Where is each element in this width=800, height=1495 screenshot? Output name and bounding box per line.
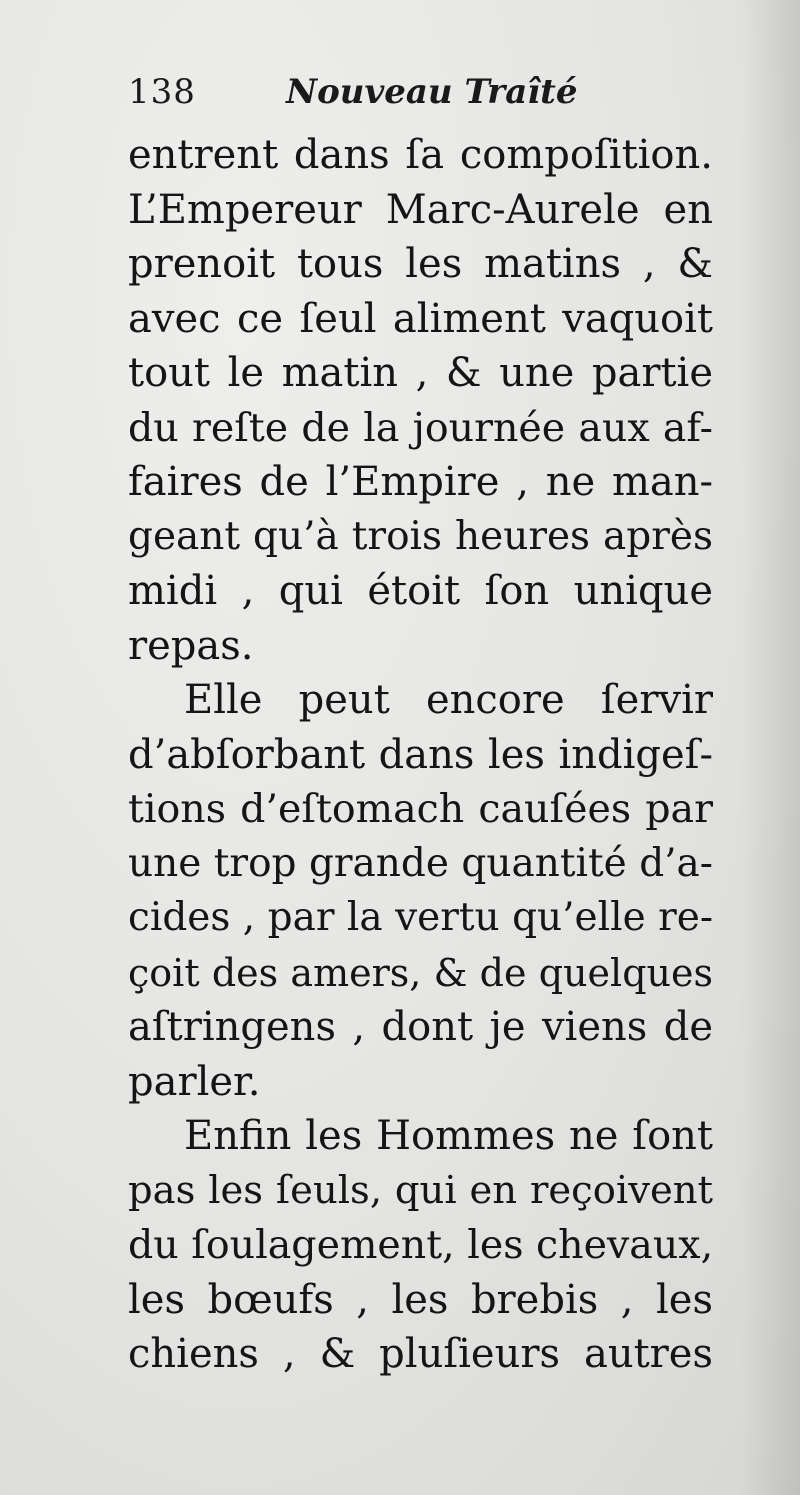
- page-edge-shadow: [740, 0, 800, 1495]
- text-line: pas les ſeuls, qui en reçoivent: [128, 1167, 713, 1213]
- page-number: 138: [128, 72, 196, 112]
- paragraph-start-line: Elle peut encore ſervir: [184, 677, 713, 723]
- paragraph-start-line: Enfin les Hommes ne ſont: [184, 1113, 713, 1159]
- text-line: cides , par la vertu qu’elle re-: [128, 895, 713, 940]
- text-line: du reſte de la journée aux af-: [128, 404, 713, 451]
- text-line: L’Empereur Marc-Aurele en: [128, 186, 713, 233]
- text-line: les bœufs , les brebis , les: [128, 1276, 713, 1323]
- body-text: [128, 128, 713, 1382]
- text-line: repas.: [128, 622, 254, 669]
- text-line: d’abſorbant dans les indigeſ-: [128, 731, 713, 778]
- text-line: parler.: [128, 1058, 261, 1105]
- text-line: çoit des amers, & de quelques: [128, 950, 713, 995]
- running-title: Nouveau Traîté: [286, 72, 578, 112]
- text-line: tions d’eſtomach cauſées par: [128, 786, 713, 832]
- text-line: tout le matin , & une partie: [128, 350, 713, 396]
- text-line: prenoit tous les matins , &: [128, 241, 713, 287]
- text-line: midi , qui étoit ſon unique: [128, 568, 713, 614]
- text-line: du ſoulagement, les chevaux,: [128, 1222, 714, 1268]
- text-line: une trop grande quantité d’a-: [128, 840, 713, 886]
- text-line: faires de l’Empire , ne man-: [128, 459, 713, 505]
- text-line: entrent dans ſa compoſition.: [128, 132, 713, 178]
- text-line: geant qu’à trois heures après: [128, 513, 713, 559]
- text-line: aſtringens , dont je viens de: [128, 1004, 713, 1050]
- text-line: avec ce ſeul aliment vaquoit: [128, 295, 713, 342]
- page-header: [128, 72, 708, 122]
- text-line: chiens , & pluſieurs autres: [128, 1331, 713, 1377]
